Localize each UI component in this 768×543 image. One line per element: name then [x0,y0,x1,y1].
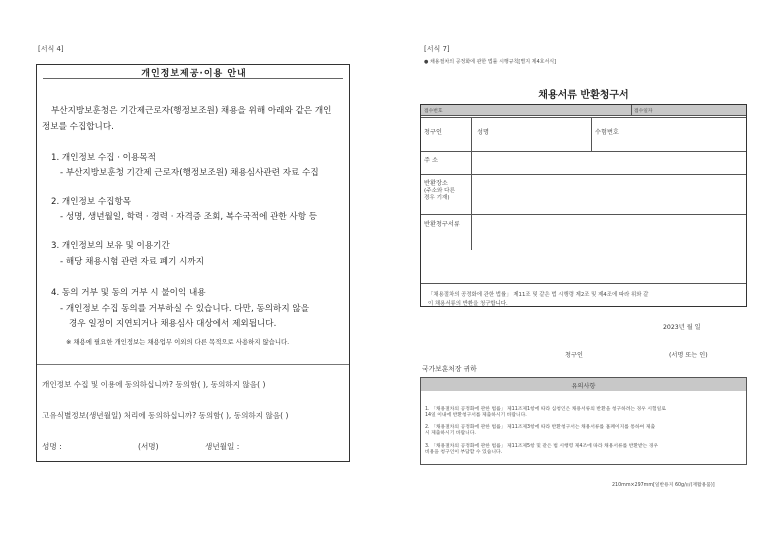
row-line [421,117,746,118]
claimant-label: 청구인 [424,129,442,136]
row-line [421,283,746,284]
notice-3a: 3. 「채용절차의 공정화에 관한 법률」 제11조제5항 및 같은 법 시행령 제4조에 따라 채용서류를 반환받는 경우 [425,444,659,449]
section-2-title: 2. 개인정보 수집항목 [51,197,132,207]
name-label: 성명 [477,129,489,136]
row-line [421,214,746,215]
return-place-note-1: (주소와 다른 [424,188,455,194]
consent-divider [37,364,349,365]
return-place-note-2: 경우 기재) [424,195,450,201]
birthdate-label: 생년월일 : [205,442,240,451]
receipt-number-label: 접수번호 [424,109,443,114]
section-3-title: 3. 개인정보의 보유 및 이용기간 [51,241,170,251]
section-2-item: - 성명, 생년월일, 학력 · 경력 · 자격증 조회, 복수국적에 관한 사항 등 [60,212,318,222]
consent-personal-info: 개인정보 수집 및 이용에 동의하십니까? 동의함( ), 동의하지 않음( ) [42,380,266,389]
name-divider [591,117,592,151]
section-3-item: - 해당 채용시험 관련 자료 폐기 시까지 [60,257,205,267]
paper-spec: 210mm×297mm[일반용지 60g/㎡(재활용품)] [612,483,715,488]
intro-line-1: 부산지방보훈청은 기간제근로자(행정보조원) 채용을 위해 아래와 같은 개인 [51,106,332,116]
right-form-title: 채용서류 반환청구서 [538,90,629,101]
return-documents-label: 반환청구서류 [424,221,460,228]
notice-2b: 시 제출하시기 바랍니다. [425,431,476,436]
row-line [421,115,746,116]
receipt-divider [631,105,632,115]
return-request-table [420,104,747,307]
usage-note: ※ 채용에 필요한 개인정보는 채용업무 이외의 다른 목적으로 사용하지 않습니다. [66,338,290,346]
section-1-title: 1. 개인정보 수집 · 이용목적 [51,153,156,163]
section-4-item-1: - 개인정보 수집 동의를 거부하실 수 있습니다. 다만, 동의하지 않을 [60,304,309,314]
personal-info-consent-form [36,64,350,462]
legal-statement-1: 「채용절차의 공정화에 관한 법률」 제11조 및 같은 법 시행령 제2조 및 제4조에 따라 위와 같 [428,292,649,298]
claimant-signature: (서명 또는 인) [669,352,708,359]
claimant-sign-label: 청구인 [565,352,583,359]
label-column-divider [471,117,472,250]
notice-2a: 2. 「채용절차의 공정화에 관한 법률」 제11조제3항에 따라 반환청구서는 채용서류를 홈페이지를 통하여 제출 [425,425,656,430]
notice-1a: 1. 「채용절차의 공정화에 관한 법률」 제11조제1항에 따라 심청인은 채용서류의 반환을 청구하려는 경우 시험일로 [425,407,666,412]
receipt-row [421,105,746,115]
section-4-item-2: 경우 일정이 지연되거나 채용심사 대상에서 제외됩니다. [69,319,277,329]
right-form-tag: [서식 7] [424,45,450,53]
left-form-title: 개인정보제공·이용 안내 [141,69,247,79]
left-form-tag: [서식 4] [38,45,64,53]
address-label: 주 소 [424,157,438,164]
signature-seal-label: (서명) [138,442,159,451]
exam-number-label: 수험번호 [595,129,619,136]
signature-name-label: 성명 : [42,442,62,451]
request-date: 2023년 월 일 [663,324,701,331]
notice-1b: 14일 이내에 반환청구서를 제출하시기 바랍니다. [425,413,527,418]
receipt-date-label: 접수일자 [634,109,653,114]
notice-3b: 비용을 청구인이 부담할 수 있습니다. [425,450,503,455]
consent-unique-id: 고유식별정보(생년월일) 처리에 동의하십니까? 동의함( ), 동의하지 않음( ) [42,411,289,420]
legal-statement-2: 이 채용서류의 반환을 청구합니다. [428,301,508,307]
intro-line-2: 정보를 수집합니다. [42,122,114,132]
title-underline [43,78,343,79]
section-1-item: - 부산지방보훈청 기간제 근로자(행정보조원) 채용심사관련 자료 수집 [60,168,319,178]
return-place-label: 반환장소 [424,180,448,187]
addressee: 국가보훈처장 귀하 [422,365,477,373]
section-4-title: 4. 동의 거부 및 동의 거부 시 불이익 내용 [51,288,206,298]
regulation-note: ● 채용절차의 공정화에 관한 법률 시행규칙[별지 제4호서식] [424,59,557,65]
notice-title: 유의사항 [571,383,596,390]
notice-box [420,377,747,465]
row-line [421,174,746,175]
row-line [421,151,746,152]
